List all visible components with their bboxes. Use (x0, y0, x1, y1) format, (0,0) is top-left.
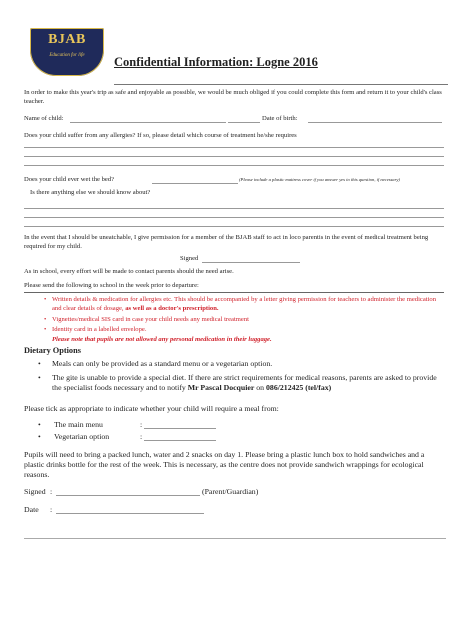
logo-motto: Education for life (49, 53, 85, 58)
meal-option-veg-sep: : (140, 432, 143, 441)
send-item-bullet: • (44, 326, 47, 333)
intro-text: In order to make this year's trip as safe and enjoyable as possible, we would be much obliged if you could complete this form and return it to your child's class teacher. (24, 89, 442, 105)
send-item-vignettes: Vignettes/medical SIS card in case your child needs any medical treatment (52, 316, 249, 323)
else-line-1[interactable] (24, 208, 444, 209)
else-line-2[interactable] (24, 217, 444, 218)
child-name-field[interactable] (70, 122, 226, 123)
consent-text: In the event that I should be uneatchable, I give permission for a member of the BJAB staff to act in loco parentis in the event of medical treatment being required for my child. (24, 234, 429, 250)
meal-bullet: • (38, 432, 41, 441)
meal-option-main-field[interactable] (144, 428, 216, 429)
dob-label: Date of birth: (262, 115, 298, 122)
else-line-3[interactable] (24, 226, 444, 227)
allergies-line-3[interactable] (24, 165, 444, 166)
logo-name: BJAB (48, 32, 86, 47)
meal-prompt: Please tick as appropriate to indicate whether your child will require a meal from: (24, 404, 279, 413)
title-rule (114, 84, 448, 85)
signature-colon: : (50, 487, 53, 496)
dietary-special-text: The gite is unable to provide a special diet. If there are strict requirements for medical reasons, parents are asked to provide the specialist foods necessary and to notify (52, 373, 437, 392)
dietary-item-special (52, 373, 444, 393)
bed-answer-field[interactable] (152, 183, 238, 184)
child-name-label: Name of child: (24, 115, 64, 122)
dietary-contact-name: Mr Pascal Docquier (187, 383, 255, 392)
meal-option-veg-label: Vegetarian option (54, 432, 110, 441)
consent-signed-label: Signed (180, 255, 199, 262)
school-logo (30, 28, 104, 76)
bed-note: (Please include a plastic mattress cover if you answer yes to this question, if necessary) (239, 177, 400, 182)
contact-note: As in school, every effort will be made to contact parents should the need arise. (24, 268, 234, 275)
send-warning: Please note that pupils are not allowed any personal medication in their luggage. (52, 336, 272, 343)
page-title: Confidential Information: Logne 2016 (114, 55, 318, 69)
send-rule (24, 292, 444, 293)
dob-field[interactable] (308, 122, 442, 123)
meal-bullet: • (38, 420, 41, 429)
allergies-line-2[interactable] (24, 156, 444, 157)
dietary-heading: Dietary Options (24, 346, 81, 355)
dietary-bullet: • (38, 373, 41, 382)
lunch-note: Pupils will need to bring a packed lunch, water and 2 snacks on day 1. Please bring a plastic lunch box to hold sandwiches and a plastic drinks bottle for the rest of the week. This is necessary, as the centre does not provide sandwich wrappings for ecological reasons. (24, 450, 425, 479)
send-item-medication (52, 296, 440, 313)
meal-option-main-label: The main menu (54, 420, 103, 429)
send-item-medication-text: Written details & medication for allergies etc. This should be accompanied by a letter giving permission for teachers to administer the medication and clear details of dosage, (52, 296, 437, 312)
signature-role: (Parent/Guardian) (202, 487, 259, 496)
anything-else-question: Is there anything else we should know about? (30, 189, 151, 196)
send-item-bullet: • (44, 296, 47, 303)
dietary-contact-phone: 086/212425 (tel/fax) (266, 383, 332, 392)
date-colon: : (50, 505, 53, 514)
allergies-line-1[interactable] (24, 147, 444, 148)
signature-label: Signed (24, 487, 46, 496)
send-prompt: Please send the following to school in the week prior to departure: (24, 282, 199, 289)
dietary-contact-on: on (256, 383, 265, 392)
date-label: Date (24, 505, 39, 514)
bed-question: Does your child ever wet the bed? (24, 176, 115, 183)
dietary-bullet: • (38, 359, 41, 368)
send-item-bullet: • (44, 316, 47, 323)
send-item-identity: Identity card in a labelled envelope. (52, 326, 147, 333)
child-name-field-extra[interactable] (228, 122, 260, 123)
meal-option-veg-field[interactable] (144, 440, 216, 441)
consent-signature-field[interactable] (202, 262, 300, 263)
dietary-item-menu: Meals can only be provided as a standard menu or a vegetarian option. (52, 359, 273, 368)
bottom-rule (24, 538, 446, 539)
date-field[interactable] (56, 513, 204, 514)
send-item-medication-bold: as well as a doctor's prescription. (125, 304, 219, 312)
signature-field[interactable] (56, 495, 200, 496)
allergies-question: Does your child suffer from any allergies? If so, please detail which course of treatment he/she requires (24, 132, 297, 139)
meal-option-main-sep: : (140, 420, 143, 429)
